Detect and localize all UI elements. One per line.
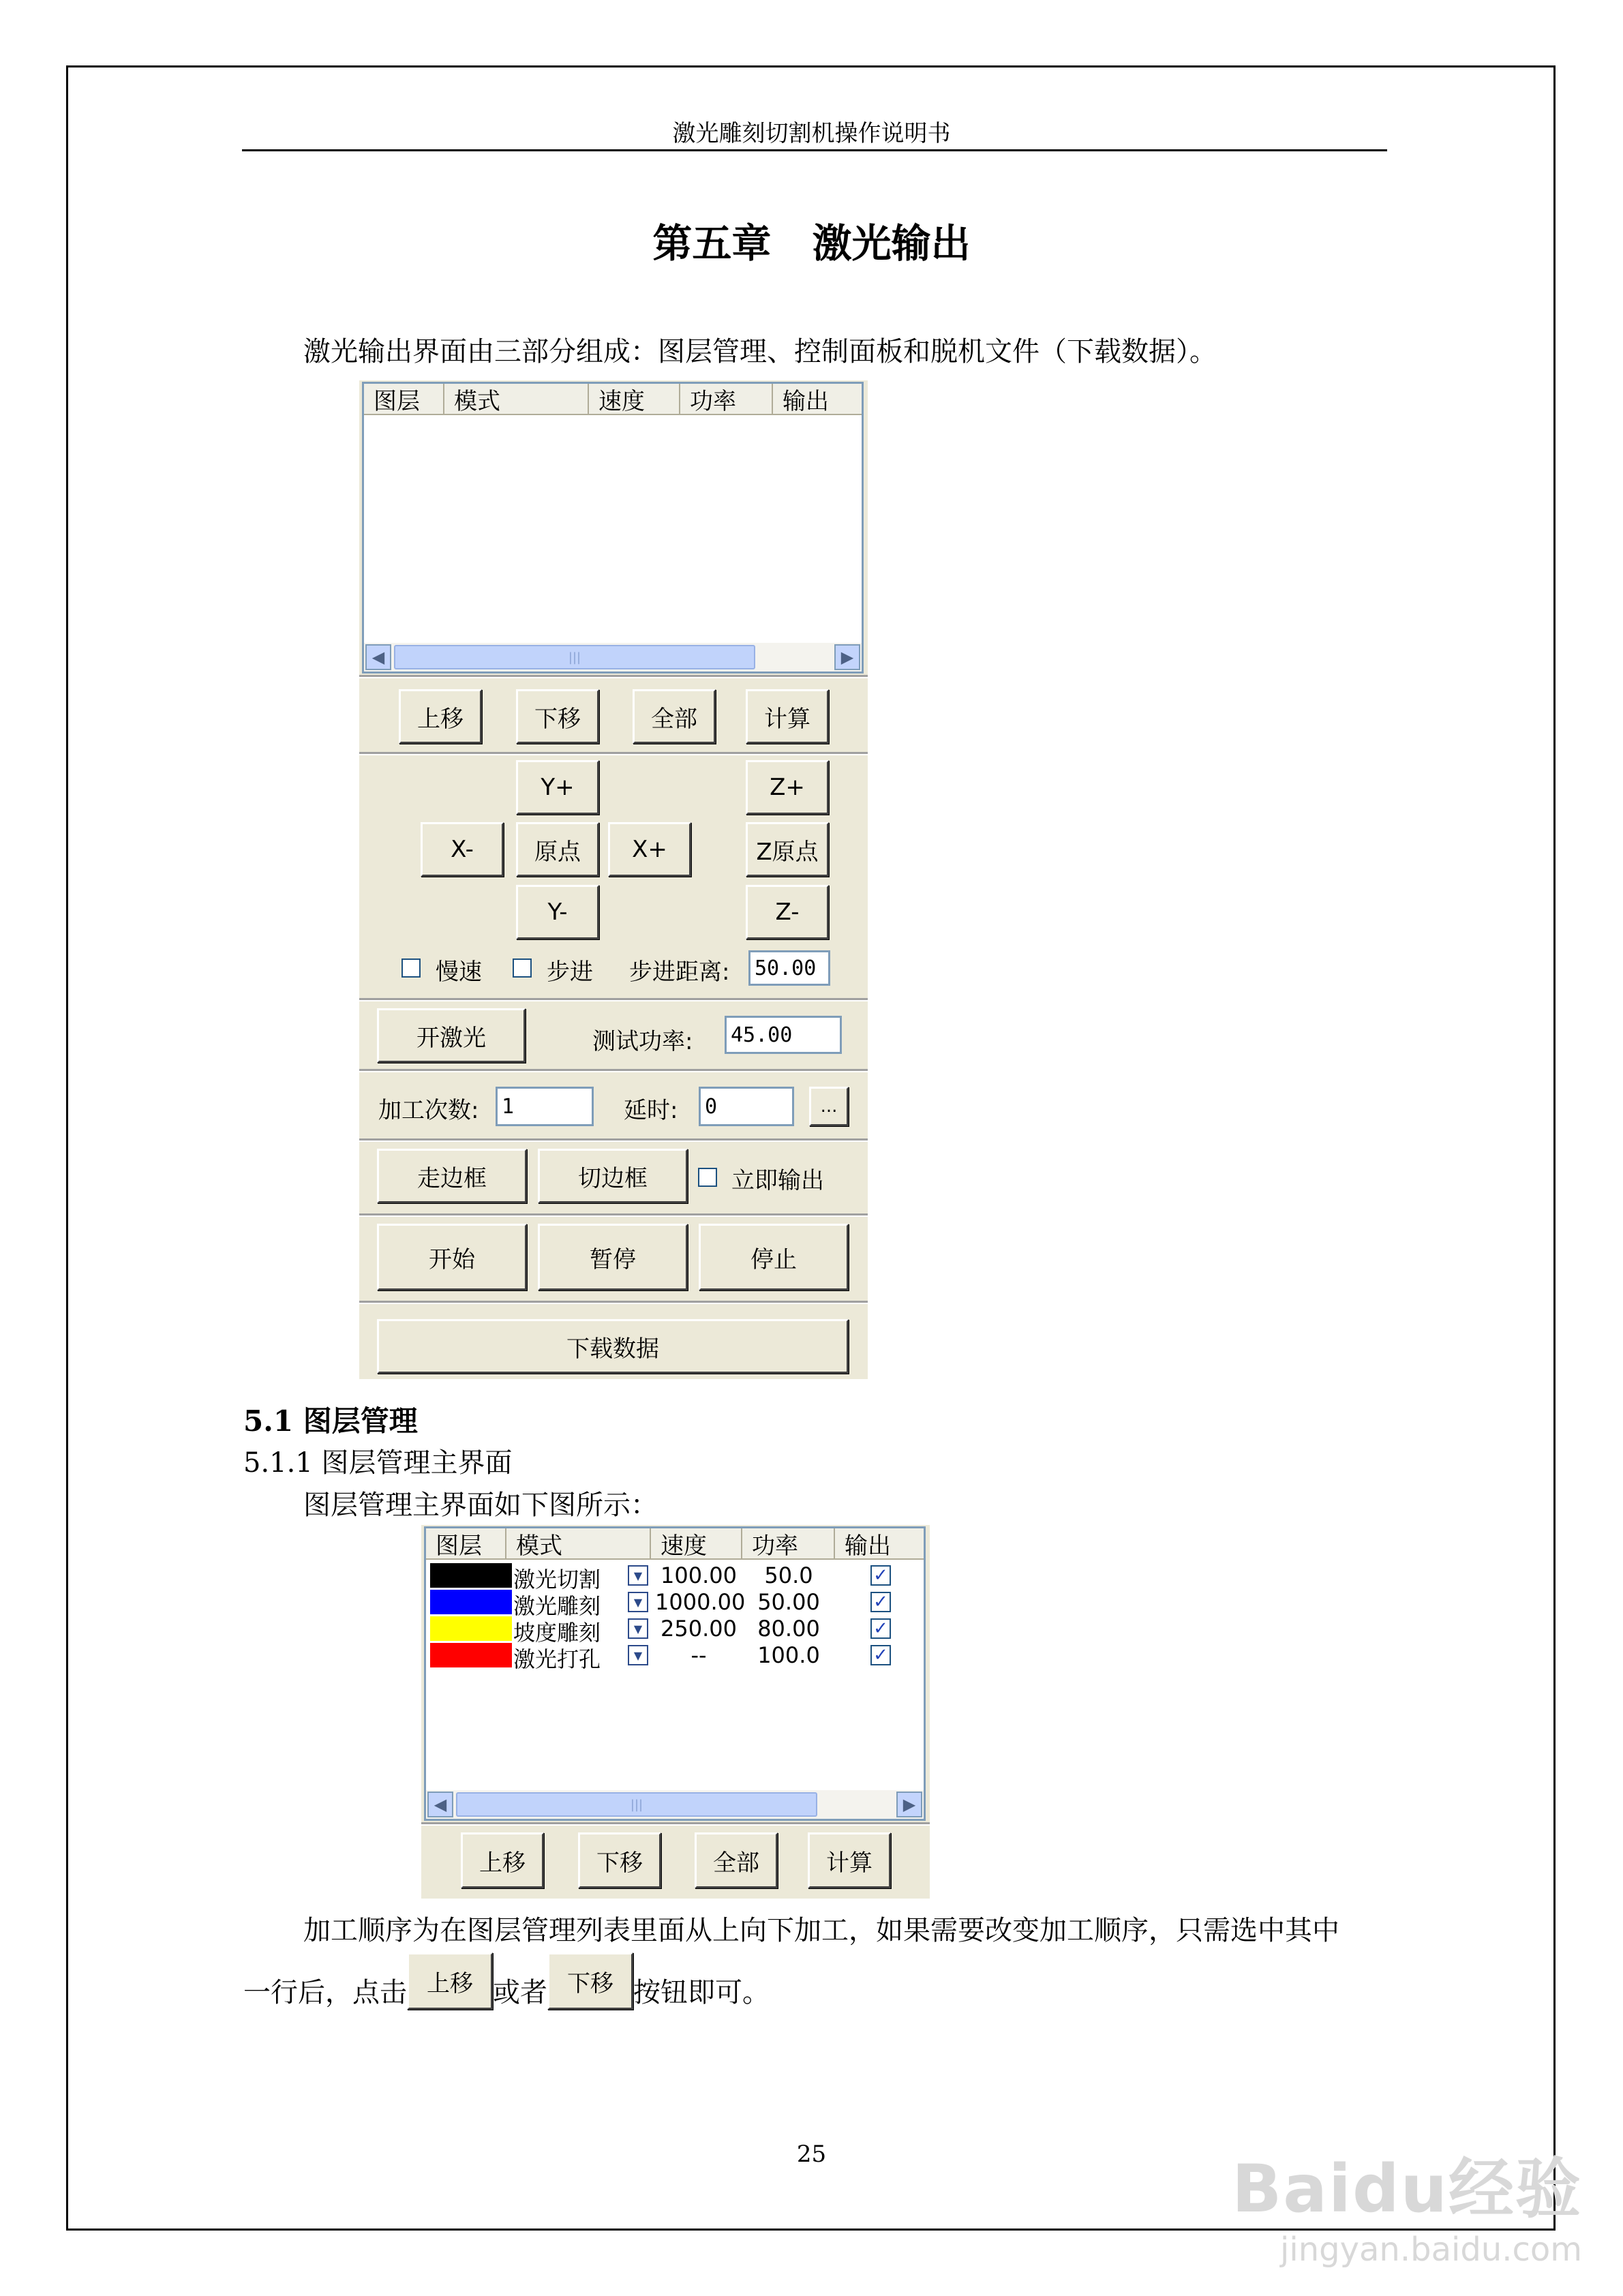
inline-move-down-button: 下移 <box>547 1952 633 2010</box>
start-button[interactable]: 开始 <box>377 1224 527 1290</box>
inline-move-down-image <box>547 1952 633 2010</box>
output-checkbox[interactable]: ✓ <box>870 1592 891 1612</box>
divider <box>421 1822 930 1826</box>
step-distance-label: 步进距离: <box>629 958 730 986</box>
process-count-label: 加工次数: <box>378 1097 479 1124</box>
layer-speed: 100.00 <box>661 1562 737 1588</box>
table-row[interactable] <box>426 1642 926 1672</box>
col-header-mode[interactable]: 模式 <box>506 1528 651 1560</box>
body-paragraph-line2 <box>243 1952 770 2010</box>
laser-on-button[interactable]: 开激光 <box>377 1008 526 1063</box>
layer-color-swatch[interactable] <box>430 1643 512 1667</box>
divider <box>359 1138 868 1142</box>
move-down-button[interactable]: 下移 <box>516 689 599 744</box>
walk-frame-button[interactable]: 走边框 <box>377 1149 527 1203</box>
slow-speed-label: 慢速 <box>436 958 482 986</box>
move-down-button[interactable]: 下移 <box>578 1832 661 1888</box>
scroll-thumb[interactable]: ||| <box>394 645 755 669</box>
mode-dropdown-icon[interactable]: ▼ <box>628 1645 648 1665</box>
horizontal-scrollbar[interactable] <box>426 1790 924 1819</box>
body-text-part2: 或者 <box>493 1977 547 2008</box>
col-header-speed[interactable]: 速度 <box>651 1528 742 1560</box>
laser-output-panel <box>359 380 868 1379</box>
layer-list[interactable] <box>362 382 864 674</box>
calculate-button[interactable]: 计算 <box>808 1832 891 1888</box>
watermark-brand: Baidu经验 <box>1232 2151 1582 2227</box>
table-row[interactable] <box>426 1562 926 1592</box>
section-5-1-heading: 5.1 图层管理 <box>243 1404 418 1438</box>
mode-dropdown-icon[interactable]: ▼ <box>628 1618 648 1639</box>
y-plus-button[interactable]: Y+ <box>516 760 599 815</box>
delay-label: 延时: <box>624 1097 678 1124</box>
slow-speed-checkbox[interactable] <box>401 958 421 978</box>
section-5-1-1-heading: 5.1.1 图层管理主界面 <box>243 1447 513 1479</box>
divider <box>359 1213 868 1217</box>
delay-options-button[interactable]: ... <box>809 1087 849 1126</box>
step-label: 步进 <box>547 958 593 986</box>
scroll-left-icon[interactable]: ◀ <box>427 1792 453 1817</box>
watermark-url: jingyan.baidu.com <box>1280 2231 1582 2269</box>
divider <box>359 998 868 1001</box>
col-header-speed[interactable]: 速度 <box>589 384 680 415</box>
layer-power: 100.0 <box>757 1642 820 1668</box>
scroll-thumb[interactable]: ||| <box>456 1792 817 1817</box>
cut-frame-button[interactable]: 切边框 <box>538 1149 688 1203</box>
calculate-button[interactable]: 计算 <box>746 689 829 744</box>
layer-mode: 激光打孔 <box>513 1646 601 1672</box>
layer-speed: 250.00 <box>661 1616 737 1642</box>
divider <box>359 752 868 755</box>
divider <box>359 1069 868 1072</box>
z-minus-button[interactable]: Z- <box>746 885 829 939</box>
stop-button[interactable]: 停止 <box>699 1224 849 1290</box>
move-up-button[interactable]: 上移 <box>461 1832 544 1888</box>
scroll-right-icon[interactable]: ▶ <box>896 1792 922 1817</box>
x-plus-button[interactable]: X+ <box>608 822 691 877</box>
immediate-output-checkbox[interactable] <box>698 1168 717 1187</box>
immediate-output-label: 立即输出 <box>731 1167 824 1194</box>
mode-dropdown-icon[interactable]: ▼ <box>628 1592 648 1612</box>
step-distance-input[interactable]: 50.00 <box>748 950 830 986</box>
page-number: 25 <box>796 2141 827 2168</box>
layer-power: 50.0 <box>764 1562 813 1588</box>
layer-mode: 激光切割 <box>513 1567 601 1592</box>
col-header-power[interactable]: 功率 <box>680 384 773 415</box>
col-header-power[interactable]: 功率 <box>742 1528 835 1560</box>
running-header: 激光雕刻切割机操作说明书 <box>672 120 951 147</box>
mode-dropdown-icon[interactable]: ▼ <box>628 1565 648 1586</box>
z-plus-button[interactable]: Z+ <box>746 760 829 815</box>
pause-button[interactable]: 暂停 <box>538 1224 688 1290</box>
layer-mode: 坡度雕刻 <box>513 1620 601 1646</box>
layer-list[interactable] <box>424 1526 926 1821</box>
layer-color-swatch[interactable] <box>430 1563 512 1588</box>
all-button[interactable]: 全部 <box>695 1832 778 1888</box>
layer-color-swatch[interactable] <box>430 1590 512 1614</box>
layer-power: 50.00 <box>757 1589 820 1615</box>
y-minus-button[interactable]: Y- <box>516 885 599 939</box>
x-minus-button[interactable]: X- <box>421 822 504 877</box>
inline-move-up-button: 上移 <box>407 1952 493 2010</box>
scroll-left-icon[interactable]: ◀ <box>365 644 391 670</box>
horizontal-scrollbar[interactable] <box>364 643 862 671</box>
divider <box>359 675 868 678</box>
delay-input[interactable]: 0 <box>699 1087 794 1126</box>
test-power-input[interactable]: 45.00 <box>725 1016 842 1054</box>
intro-paragraph: 激光输出界面由三部分组成：图层管理、控制面板和脱机文件（下载数据）。 <box>303 336 1217 367</box>
layer-manager-panel <box>421 1525 930 1899</box>
inline-move-up-image <box>407 1952 493 2010</box>
scroll-right-icon[interactable]: ▶ <box>834 644 860 670</box>
table-row[interactable] <box>426 1589 926 1619</box>
col-header-layer[interactable]: 图层 <box>426 1528 506 1560</box>
col-header-layer[interactable]: 图层 <box>364 384 444 415</box>
baidu-watermark <box>1232 2137 1582 2269</box>
col-header-output[interactable]: 输出 <box>835 1528 926 1560</box>
step-checkbox[interactable] <box>513 958 532 978</box>
divider <box>359 1301 868 1304</box>
layer-speed: -- <box>691 1642 707 1668</box>
table-row[interactable] <box>426 1616 926 1646</box>
move-up-button[interactable]: 上移 <box>399 689 482 744</box>
body-text-part1: 一行后，点击 <box>243 1977 407 2008</box>
col-header-mode[interactable]: 模式 <box>444 384 589 415</box>
layer-speed: 1000.00 <box>655 1589 746 1615</box>
header-rule <box>242 149 1387 151</box>
col-header-output[interactable]: 输出 <box>773 384 864 415</box>
body-paragraph-line1: 加工顺序为在图层管理列表里面从上向下加工，如果需要改变加工顺序，只需选中其中 <box>303 1915 1339 1946</box>
layer-color-swatch[interactable] <box>430 1616 512 1641</box>
layer-mode: 激光雕刻 <box>513 1593 601 1619</box>
body-text-part3: 按钮即可。 <box>633 1977 770 2008</box>
output-checkbox[interactable]: ✓ <box>870 1565 891 1586</box>
output-checkbox[interactable]: ✓ <box>870 1645 891 1665</box>
layer-power: 80.00 <box>757 1616 820 1642</box>
layer-manager-intro: 图层管理主界面如下图所示： <box>303 1490 658 1521</box>
origin-button[interactable]: 原点 <box>516 822 599 877</box>
chapter-title: 第五章 激光输出 <box>652 220 971 267</box>
process-count-input[interactable]: 1 <box>496 1087 594 1126</box>
download-data-button[interactable]: 下载数据 <box>377 1319 849 1374</box>
all-button[interactable]: 全部 <box>633 689 716 744</box>
z-origin-button[interactable]: Z原点 <box>746 822 829 877</box>
output-checkbox[interactable]: ✓ <box>870 1618 891 1639</box>
test-power-label: 测试功率: <box>592 1028 693 1055</box>
